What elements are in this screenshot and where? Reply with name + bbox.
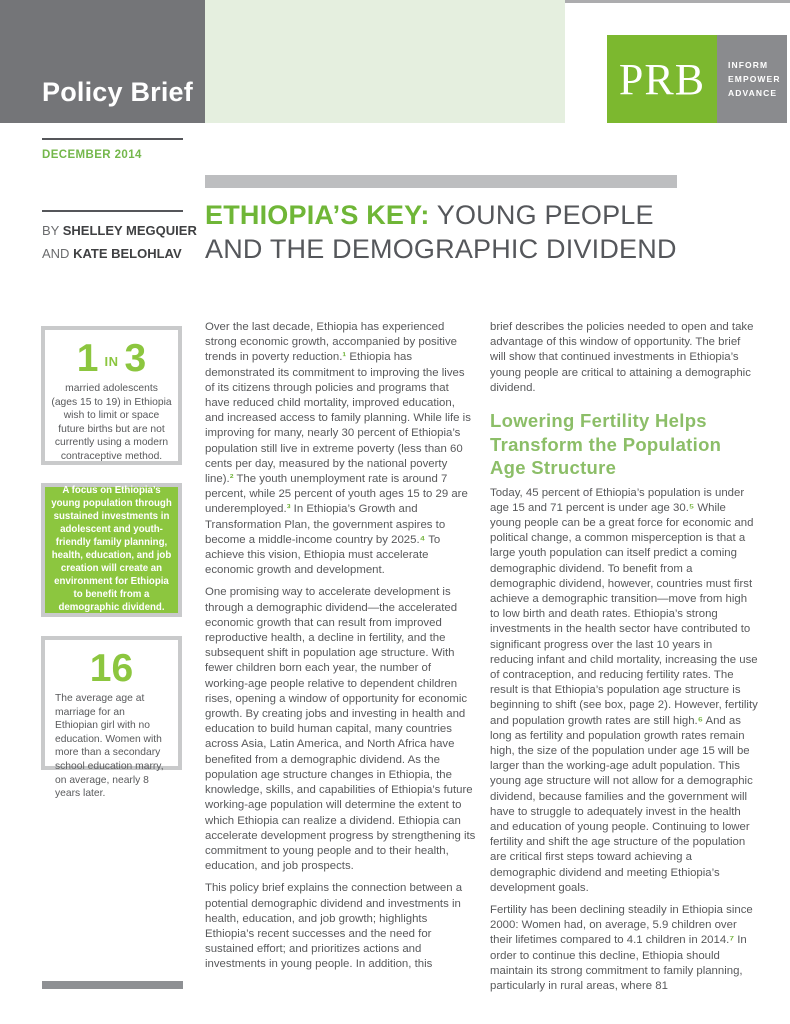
paragraph: Fertility has been declining steadily in Ethiopia since 2000: Women had, on average, 5.9 children over their lifetimes compared to 4.1 children in 2014.⁷ In order to continue this decline, Ethiopia should maintain its strong commitment to family planning, particularly in rural areas, where 81 — [490, 904, 753, 993]
issue-date: DECEMBER 2014 — [42, 149, 142, 161]
stat-1-number-right: 3 — [124, 337, 147, 380]
paragraph: One promising way to accelerate development is through a demographic dividend—the accelerated economic growth that can result from improved reproductive health, a decline in fertility, and the subsequent shift in population age structure. With fewer children born each year, the number of working-age people relative to dependent children rises, opening a window of opportunity for economic growth. By creating jobs and investing in health and education to build human capital, many countries across Asia, Latin America, and North Africa have benefited from a demographic dividend. As the population age structure changes in Ethiopia, the knowledge, skills, and capabilities of Ethiopia’s future working-age population will determine the extent to which Ethiopia can realize a dividend. Ethiopia can accelerate development progress by strengthening its commitment to young people and to their health, education, and job prospects. — [205, 586, 476, 873]
stat-2-caption: The average age at marriage for an Ethiopian girl with no education. Women with more than a secondary school education marry, on average, nearly 8 years later. — [55, 693, 164, 800]
policy-brief-band — [0, 0, 205, 123]
page-title — [205, 199, 705, 266]
byline-line-2: AND KATE BELOHLAV — [42, 246, 182, 261]
page-title-line2: AND THE DEMOGRAPHIC DIVIDEND — [205, 233, 677, 264]
section-heading: Lowering Fertility Helps Transform the Population Age Structure — [490, 410, 722, 479]
divider-rule-byline — [42, 210, 183, 212]
callout-text: A focus on Ethiopia’s young population through sustained investments in adolescent and youth-friendly family planning, health, education, and job creation will create an environment for Ethiopia to benefit from a demographic dividend. — [51, 485, 172, 613]
tagline-empower: EMPOWER — [728, 74, 781, 84]
stat-2-number: 16 — [89, 647, 134, 690]
prb-tagline-block — [717, 35, 787, 123]
paragraph: Today, 45 percent of Ethiopia’s population is under age 15 and 71 percent is under age 30.⁵ While young people can be a great force for economic and political change, a common misperception is that a large youth population can itself predict a coming demographic dividend. To benefit from a demographic dividend, however, countries must first achieve a demographic transition—move from high to low birth and death rates. Ethiopia’s strong investments in the health sector have contributed to significant progress over the last 10 years in reducing infant and child mortality, increasing the use of contraception, and reducing fertility rates. The result is that Ethiopia’s population age structure is beginning to shift (see box, page 2). However, fertility and population growth rates are still high.⁶ And as long as fertility and population growth rates remain high, the size of the population under age 15 will be larger than the working-age adult population. This young age structure will not allow for a demographic dividend, because families and the government will have to struggle to adequately invest in the health and education of young people. Continuing to lower fertility and shift the age structure of the population are critical first steps toward achieving a demographic dividend and meeting Ethiopia’s development goals. — [490, 486, 758, 894]
pale-green-band — [205, 0, 565, 123]
page-title-highlight: ETHIOPIA’S KEY: — [205, 200, 430, 230]
stat-box-1-in-3 — [41, 326, 182, 465]
author-2: KATE BELOHLAV — [73, 246, 182, 261]
paragraph: This policy brief explains the connection between a potential demographic dividend and investments in health, education, and job growth; highlights Ethiopia’s recent successes and the need for sustained effort; and prioritizes actions and investments in young people. In addition, this — [205, 882, 463, 971]
stat-2-figure — [45, 649, 178, 688]
green-callout-box — [41, 483, 182, 617]
headline-gray-bar — [205, 175, 677, 188]
author-1: SHELLEY MEGQUIER — [62, 223, 197, 238]
tagline-advance: ADVANCE — [728, 88, 778, 98]
band-title: Policy Brief — [42, 77, 193, 107]
stat-1-in-label: IN — [104, 354, 119, 369]
stat-box-16 — [41, 636, 182, 800]
divider-rule-top — [42, 138, 183, 140]
stat-1-figure — [45, 339, 178, 378]
paragraph: Over the last decade, Ethiopia has experienced strong economic growth, accompanied by positive trends in poverty reduction.¹ Ethiopia has demonstrated its commitment to improving the lives of its citizens through policies and programs that have reduced child mortality, improved education, and increased access to family planning. While life is improving for many, nearly 30 percent of Ethiopia’s population still live in extreme poverty (less than 60 cents per day, measured by the national poverty line).² The youth unemployment rate is around 7 percent, while 25 percent of youth ages 15 to 29 are underemployed.³ In Ethiopia’s Growth and Transformation Plan, the government aspires to become a middle-income country by 2025.⁴ To achieve this vision, Ethiopia must accelerate economic growth and development. — [205, 321, 471, 577]
article-column-1 — [205, 320, 476, 980]
paragraph: brief describes the policies needed to open and take advantage of this window of opportunity. The brief will show that continued investments in Ethiopia’s young people are critical to attaining a demographic dividend. — [490, 321, 754, 394]
byline — [42, 219, 197, 265]
stat-1-caption: married adolescents (ages 15 to 19) in Ethiopia wish to limit or space future births but are not currently using a modern contraceptive method. — [51, 383, 172, 462]
article-column-2 — [490, 320, 758, 1001]
tagline-inform: INFORM — [728, 60, 769, 70]
sidebar-footer-bar — [42, 981, 183, 989]
prb-logo-text: PRB — [618, 54, 706, 104]
byline-line-1: BY SHELLEY MEGQUIER — [42, 223, 197, 238]
prb-logo — [607, 35, 717, 123]
page-title-line1-rest: YOUNG PEOPLE — [429, 200, 654, 230]
stat-1-number-left: 1 — [76, 337, 99, 380]
